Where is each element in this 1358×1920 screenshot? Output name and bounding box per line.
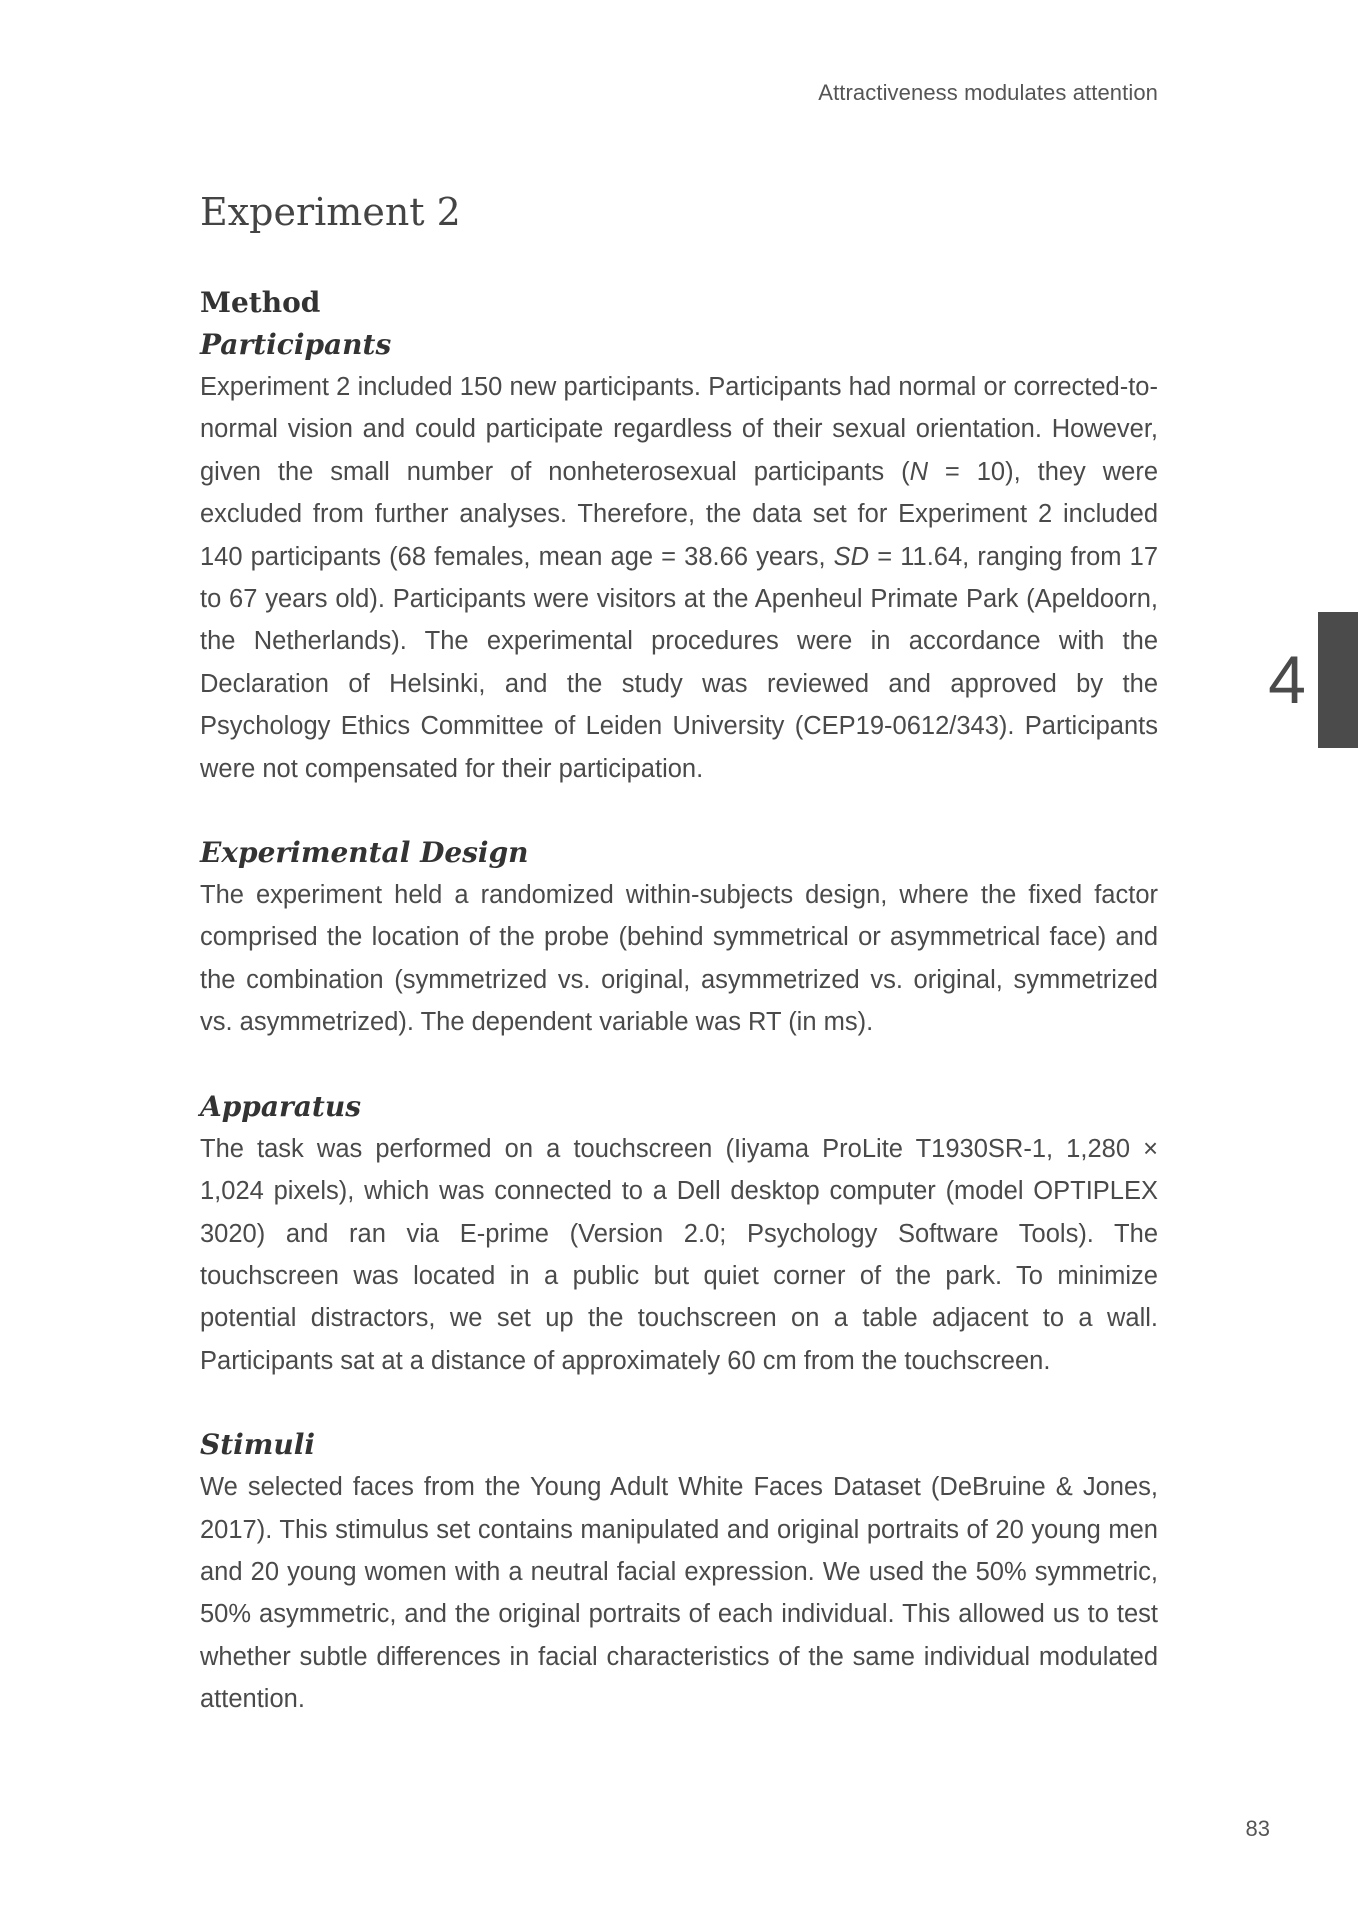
section-heading: Experiment 2: [200, 190, 461, 234]
text-span: = 11.64, ranging from 17 to 67 years old). Participants were visitors at the Apenheul Primate Park (Apeldoorn, the Netherlands). The experimental procedures were in accordance with the Declaration of Helsinki, and the study was reviewed and approved by the Psychology Ethics Committee of Leiden University (CEP19-0612/343). Participants were not compensated for their participation.: [200, 542, 1158, 783]
main-content: [200, 190, 1158, 1763]
italic-sd: SD: [833, 542, 870, 571]
stimuli-heading: Stimuli: [200, 1428, 316, 1462]
design-heading: Experimental Design: [200, 836, 529, 870]
design-section: [200, 832, 1158, 1044]
apparatus-section: [200, 1086, 1158, 1382]
apparatus-paragraph: The task was performed on a touchscreen (Iiyama ProLite T1930SR-1, 1,280 × 1,024 pixels), which was connected to a Dell desktop computer (model OPTIPLEX 3020) and ran via E-prime (Version 2.0; Psychology Software Tools). The touchscreen was located in a public but quiet corner of the park. To minimize potential distractors, we set up the touchscreen on a table adjacent to a wall. Participants sat at a distance of approximately 60 cm from the touchscreen.: [200, 1134, 1158, 1375]
chapter-tab: [1318, 612, 1358, 748]
stimuli-paragraph: We selected faces from the Young Adult White Faces Dataset (DeBruine & Jones, 2017). This stimulus set contains manipulated and original portraits of 20 young men and 20 young women with a neutral facial expression. We used the 50% symmetric, 50% asymmetric, and the original portraits of each individual. This allowed us to test whether subtle differences in facial characteristics of the same individual modulated attention.: [200, 1473, 1158, 1714]
running-head: Attractiveness modulates attention: [818, 80, 1158, 105]
participants-paragraph: [200, 366, 1158, 790]
apparatus-heading: Apparatus: [200, 1089, 361, 1123]
page-number: 83: [1245, 1816, 1270, 1841]
text-span: Experiment 2 included 150 new participants. Participants had normal or corrected-to-normal vision and could participate regardless of their sexual orientation. However, given the small number of nonheterosexual participants (: [200, 373, 1158, 486]
method-heading: Method: [200, 286, 321, 319]
chapter-number: 4: [1268, 642, 1306, 718]
italic-n: N: [909, 457, 928, 486]
participants-heading: Participants: [200, 328, 392, 361]
stimuli-section: [200, 1424, 1158, 1720]
participants-section: [200, 324, 1158, 790]
text-span: = 10), they were excluded from further analyses. Therefore, the data set for Experiment 2 included 140 participants (68 females, mean age = 38.66 years,: [200, 457, 1159, 571]
design-paragraph: The experiment held a randomized within-subjects design, where the fixed factor comprised the location of the probe (behind symmetrical or asymmetrical face) and the combination (symmetrized vs. original, asymmetrized vs. original, symmetrized vs. asymmetrized). The dependent variable was RT (in ms).: [200, 881, 1158, 1037]
